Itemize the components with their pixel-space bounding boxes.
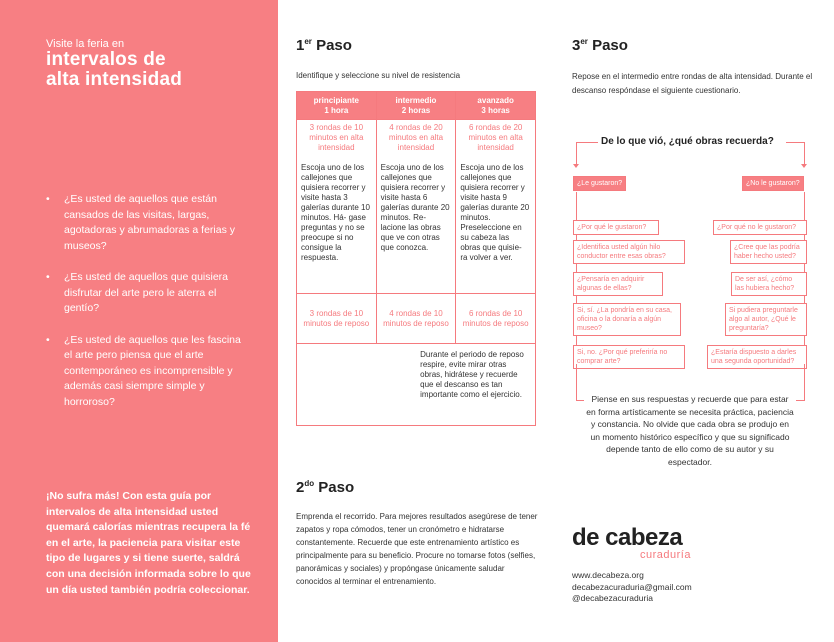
level-cell (297, 120, 377, 294)
step2-number: 2 (296, 479, 305, 496)
step3-sup: er (580, 37, 588, 46)
liked-box: ¿Le gustaron? (573, 176, 626, 191)
list-item: • ¿Es usted de aquellos que les fascina el arte pero piensa que el arte contemporáneo es incomprensible y además casi siempre simple y horroroso? (46, 333, 246, 411)
step3-intro: Repose en el intermedio entre rondas de alta intensidad. Durante el descanso respóndase el siguiente cuestionario. (572, 72, 813, 95)
contact-info (572, 570, 692, 605)
connector-line (804, 142, 805, 164)
level-header (376, 92, 456, 120)
rest-cell: 4 rondas de 10 minutos de reposo (376, 294, 456, 344)
brand-logo: de cabeza (572, 524, 683, 551)
headline-line-1: intervalos de (46, 49, 166, 70)
disliked-box: ¿No le gustaron? (742, 176, 804, 191)
pre-title: Visite la feria en (46, 38, 125, 50)
step1-intro: Identifique y seleccione su nivel de resistencia (296, 71, 461, 80)
right-question: ¿Cree que las podría haber hecho usted? (730, 240, 807, 264)
level-desc: Escoja uno de los callejones que quisiera recorrer y visite hasta 3 galerías durante 10 minutos. Há- gase preguntas y no se preocupe si no consigue la respuesta. (301, 163, 370, 262)
connector-line (804, 364, 805, 400)
rounds-text: 3 rondas de 10 minutos en alta intensidad (309, 123, 364, 152)
step1-title (296, 37, 352, 54)
step1-number: 1 (296, 37, 305, 54)
connector-line (786, 142, 804, 143)
level-header (297, 92, 377, 120)
level-time: 2 horas (401, 106, 431, 115)
step1-word: Paso (316, 37, 352, 54)
step2-title (296, 479, 354, 496)
connector-line (576, 142, 598, 143)
right-question: Si pudiera preguntarle algo al autor, ¿Qué le preguntaría? (725, 303, 807, 336)
rounds-text: 4 rondas de 20 minutos en alta intensidad (388, 123, 444, 152)
step2-text: Emprenda el recorrido. Para mejores resultados asegúrese de tener zapatos y ropa cómodos, tener un cronómetro e hidratarse constantemente. Recuerde que este entrenamiento artístico es principalmente para su beneficio. Procure no tomarse fotos (selfies, panorámicas y sociales) y propóngase únicamente saludar conocidos al terminar el entrenamiento. (296, 512, 538, 586)
step1-sup: er (304, 37, 312, 46)
resistance-table (296, 91, 536, 426)
flowchart-question: De lo que vió, ¿qué obras recuerda? (601, 136, 774, 147)
left-question: Si, sí. ¿La pondría en su casa, oficina o la donaría a algún museo? (573, 303, 681, 336)
brand-logo-sub: curaduría (640, 549, 691, 561)
right-question: ¿Estaría dispuesto a darles una segunda oportunidad? (707, 345, 807, 369)
connector-line (576, 364, 577, 400)
level-desc: Escoja uno de los callejones que quisiera recorrer y visite hasta 9 galerías durante 20 minutos. Preseleccione en su cabeza las obras que quisie- ra volver a ver. (460, 163, 530, 262)
list-item: • ¿Es usted de aquellos que están cansados de las visitas, largas, agotadoras y abrumadoras a ferias y museos? (46, 192, 246, 254)
level-time: 1 hora (324, 106, 349, 115)
level-name: intermedio (395, 96, 437, 105)
closing-text: ¡No sufra más! Con esta guía por intervalos de alta intensidad usted quemará calorías mientras recupera la fé en el arte, la paciencia para visitar este tipo de lugares y si tiene suerte, saldrá con una decisión informada sobre lo que un día usted también podría coleccionar. (46, 490, 251, 596)
left-question: ¿Por qué le gustaron? (573, 220, 659, 235)
rest-cell: 3 rondas de 10 minutos de reposo (297, 294, 377, 344)
headline-line-2: alta intensidad (46, 69, 183, 90)
left-question: Si, no. ¿Por qué preferiría no comprar arte? (573, 345, 685, 369)
list-item: • ¿Es usted de aquellos que quisiera disfrutar del arte pero le aterra el gentío? (46, 270, 246, 317)
step3-number: 3 (572, 37, 581, 54)
arrow-down-icon (801, 164, 807, 168)
connector-line (796, 400, 805, 401)
social-handle[interactable]: @decabezacuraduria (572, 593, 653, 603)
rounds-text: 6 rondas de 20 minutos en alta intensidad (468, 123, 523, 152)
left-panel (0, 0, 278, 642)
arrow-down-icon (573, 164, 579, 168)
website-link[interactable]: www.decabeza.org (572, 570, 644, 580)
step3-word: Paso (592, 37, 628, 54)
level-cell (456, 120, 536, 294)
headline (46, 50, 182, 90)
step2-word: Paso (318, 479, 355, 496)
connector-line (576, 142, 577, 164)
rest-cell: 6 rondas de 10 minutos de reposo (456, 294, 536, 344)
rest-note-spacer (297, 344, 377, 426)
step2-sup: do (304, 479, 315, 488)
right-question: ¿Por qué no le gustaron? (713, 220, 807, 235)
right-question: De ser así, ¿cómo las hubiera hecho? (731, 272, 807, 296)
level-cell (376, 120, 456, 294)
conclusion: Piense en sus respuestas y recuerde que para estar en forma artísticamente se necesita práctica, paciencia y constancia. No olvide que cada obra se produjo en un momento histórico específico y que su significado depende tanto de ello como de su autor y su espectador. (586, 394, 794, 467)
step3-title (572, 37, 628, 54)
connector-line (576, 400, 584, 401)
level-name: avanzado (477, 96, 514, 105)
left-question: ¿Identifica usted algún hilo conductor entre esas obras? (573, 240, 685, 264)
email-link[interactable]: decabezacuraduria@gmail.com (572, 581, 692, 592)
level-time: 3 horas (481, 106, 510, 115)
rest-note: Durante el periodo de reposo respire, evite mirar otras obras, hidrátese y recuerde que el descanso es tan importante como el ejercicio. (376, 344, 535, 426)
level-name: principiante (313, 96, 359, 105)
level-header (456, 92, 536, 120)
left-question: ¿Pensaría en adquirir algunas de ellas? (573, 272, 663, 296)
question-list (46, 192, 246, 426)
level-desc: Escoja uno de los callejones que quisiera recorrer y visite hasta 6 galerías durante 20 minutos. Re- lacione las obras que ve con otras que conozca. (380, 163, 450, 252)
